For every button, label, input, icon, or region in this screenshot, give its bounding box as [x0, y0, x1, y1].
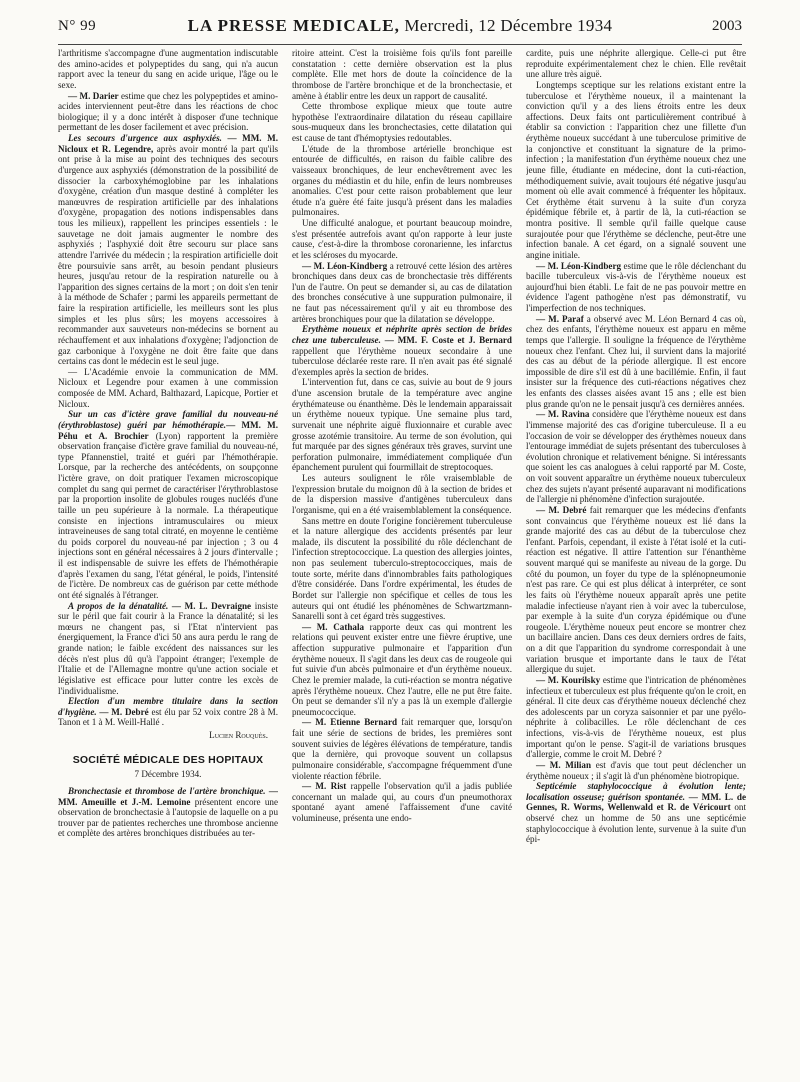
section-title: Erythème noueux et néphrite après section de brides chez une tuberculeuse. — [292, 324, 512, 345]
paragraph — [58, 696, 278, 728]
paragraph: L'intervention fut, dans ce cas, suivie au bout de 9 jours d'une ascension brutale de la température avec angine érythémateuse ou énanthème. Dès le lendemain apparaissait un érythème noueux typique. Une semaine plus tard, survenait une néphrite aiguë fluxionnaire et curable avec grosse azotémie transitoire. Au terme de son évolution, qui fut marquée par des signes généraux très graves, survint une perforation pulmonaire, immédiatement compliquée d'un épanchement purulent qui fourmillait de streptocoques. — [292, 377, 512, 473]
speaker: — MM. M. Nicloux et R. Legendre, — [58, 133, 278, 154]
speaker: — M. Léon-Kindberg — [302, 260, 388, 271]
paragraph-text: après avoir montré la part qu'ils ont prise à la mise au point des techniques des secours d'urgence aux asphyxiés (démonstration de la possibilité de dissocier la carboxyhémoglobine par les inhalations d'oxygène, création d'un masque destiné à compléter les manœuvres de respiration artificielle par des inhalations d'oxygène, propagation des notions indispensables dans tous les milieux), rappellent les principes essentiels : le sauvetage ne doit jamais augmenter le nombre des asphyxiés ; l'asphyxié doit être secouru sur place sans attendre l'arrivée du médecin ; la respiration artificielle doit être poursuivie sans arrêt, au besoin pendant plusieurs heures, jusqu'au retour de la respiration naturelle ou à l'apparition des signes certains de la mort ; on doit s'en tenir à la méthode de Schafer ; parmi les appareils permettant de faire la respiration artificielle, les meilleurs sont les plus simples et les plus sûrs; les moyens accessoires à recommander aux sauveteurs non-médecins se bornent au réchauffement et aux inhalations d'oxygène; l'adjonction de gaz carbonique à l'oxygène ne doit être faite que dans certains cas dont le médecin est le seul juge. — [58, 143, 278, 367]
section-title: Election d'un membre titulaire dans la section d'hygiène. — [58, 696, 278, 717]
paragraph-text: insiste sur le péril que fait courir à la France la dénatalité; si les mœurs ne changent pas, si l'Etat n'intervient pas énergiquement, la France d'ici 50 ans aura perdu le rang de grande nation; le faible excédent des naissances sur les décès n'est plus dû qu'à l'appoint étranger; l'exemple de l'Italie et de l'Allemagne montre qu'une action sociale et législative est efficace pour lutter contre les excès de l'individualisme. — [58, 600, 278, 696]
paragraph-text: a retrouvé cette lésion des artères bronchiques dans deux cas de bronchectasie très différents l'un de l'autre. On peut se demander si, au cas de dilatation des bronches consécutive à une suppuration pulmonaire, il ne faut pas nécessairement qu'il y ait eu thrombose des artères bronchiques pour que la dilatation se développe. — [292, 260, 512, 324]
column-3 — [526, 48, 746, 1074]
paragraph — [526, 505, 746, 675]
speaker: — M. Debré — [536, 504, 587, 515]
text-columns — [58, 48, 746, 1074]
paragraph-text: rapporte deux cas qui montrent les relations qui peuvent exister entre une fièvre éruptive, une affection suppurative pulmonaire et l'apparition d'un érythème noueux. Il s'agit dans les deux cas de rougeole qui fut suivie d'un abcès pulmonaire et d'un érythème noueux. Chez le premier malade, la cuti-réaction se montra négative après l'érythème noueux. Chez l'autre, elle ne put être faite. On peut se demander s'il n'y a pas là un exemple d'allergie pneumococcique. — [292, 621, 512, 717]
paragraph: Une difficulté analogue, et pourtant beaucoup moindre, s'est présentée autrefois avant qu'on rapporte à leur juste cause, c'est-à-dire la thrombose coronarienne, les infarctus et les scléroses du myocarde. — [292, 218, 512, 260]
speaker: — M. Kourilsky — [536, 674, 601, 685]
paragraph-text: (Lyon) rapportent la première observation française d'ictère grave familial du nouveau-né, type Pfannenstiel, traité et guéri par l'hémothérapie. Lorsque, par la recherche des antécédents, on soupçonne l'ictère grave, on doit pratiquer l'examen microscopique complet du sang qui permet de caractériser l'érythroblastose par la proportion insolite de globules rouges nucléés d'une taille un peu supérieure à la normale. La thérapeutique consiste en injections intramusculaires ou mieux intraveineuses de sang total citraté, en moyenne le centième du poids corporel du nouveau-né par injection ; 3 ou 4 injections sont en général nécessaires à 2 jours d'intervalle ; il est indispensable de suivre les effets de l'hémothérapie d'après l'examen du sang, l'état général, le poids, l'intensité de l'ictère. De nombreux cas de guérison par cette méthode ont été signalés à l'étranger. — [58, 430, 278, 600]
paragraph-text: estime que l'intrication de phénomènes infectieux et tuberculeux est plus fréquente qu'on le croit, en général. Il cite deux cas d'érythème noueux déclenché chez des adolescents par un coryza saisonnier et par une pyélo-néphrite à colibacilles. Le rôle déclenchant de ces infections, vis-à-vis de l'érythème noueux, est plus important qu'on le pense. S'agit-il de variations brusques d'allergie, comme le croit M. Debré ? — [526, 674, 746, 760]
paragraph: — L'Académie envoie la communication de MM. Nicloux et Legendre pour examen à une commission composée de MM. Achard, Balthazard, Lapicque, Portier et Nicloux. — [58, 366, 278, 409]
paragraph-text: est élu par 52 voix contre 28 à M. Tanon et 1 à M. Weill-Hallé . — [58, 706, 278, 728]
paragraph: Les auteurs soulignent le rôle vraisemblable de l'expression brutale du moignon dû à la section de brides et de la dispersion massive d'antigènes tuberculeux dans l'organisme, qui en a été vraisemblablement la conséquence. — [292, 473, 512, 515]
page-header — [58, 16, 742, 40]
header-rule — [58, 44, 742, 45]
masthead — [58, 16, 742, 36]
paragraph: cardite, puis une néphrite allergique. Celle-ci put être reproduite expérimentalement chez le chien. Elle revêtait une allure très aiguë. — [526, 48, 746, 80]
speaker: — M. Etienne Bernard — [302, 717, 398, 728]
column-2 — [292, 48, 512, 1074]
paragraph-text: est d'avis que tout peut déclencher un érythème noueux ; il s'agit là d'un phénomène biotropique. — [526, 759, 746, 781]
page-number: 2003 — [712, 18, 742, 34]
section-title: Bronchectasie et thrombose de l'artère bronchique. — [68, 785, 266, 796]
paragraph — [292, 781, 512, 824]
paragraph-text: ont observé chez un homme de 50 ans une septicémie staphylococcique à évolution lente, survenue à la suite d'un épi- — [526, 802, 746, 845]
speaker: — M. Rist — [302, 781, 347, 792]
paragraph-text: fait remarquer que les médecins d'enfants sont convaincus que l'érythème noueux est lié dans la grande majorité des cas au début de la tuberculose chez l'enfant. Parfois, cependant, il existe à l'état isolé et la cuti-réaction est négative. Il attire l'attention sur l'énanthème souvent marqué qui se manifeste au niveau de la gorge. Du côté du poumon, un foyer du type de la splénopneumonie n'est pas rare. Ce qui est plus délicat à interpréter, ce sont les faits où l'érythème noueux apparaît après une petite maladie infectieuse n'ayant rien à voir avec la tuberculose, par exemple à la suite d'un coryza épidémique ou d'une rougeole. L'érythème noueux peut encore se montrer chez un bacillaire ancien. Dans ces deux derniers ordres de faits, on a dit que l'apparition du syndrome correspondait à une variation brusque et importante dans le taux de l'état allergique du sujet. — [526, 504, 746, 675]
speaker: — MM. F. Coste et J. Bernard — [380, 334, 512, 345]
speaker: — M. Darier — [68, 90, 119, 101]
paragraph-text: rappellent que l'érythème noueux secondaire à une tuberculose déclarée reste rare. Il n'en avait pas été signalé d'exemples après la section de brides. — [292, 345, 512, 377]
paragraph-text: estime que le rôle déclenchant du bacille tuberculeux vis-à-vis de l'érythème noueux est aujourd'hui bien établi. Le fait de ne pas pouvoir mettre en évidence l'agent pathogène n'est pas démonstratif, vu l'imperfection de nos techniques. — [526, 260, 746, 313]
speaker: — M. L. Devraigne — [168, 600, 252, 611]
paragraph — [526, 760, 746, 781]
paragraph: Sans mettre en doute l'origine foncièrement tuberculeuse et la nature allergique des accidents présentés par leur malade, ils discutent la possibilité du rôle déclenchant de l'infection streptococcique. La question des allergies jointes, non pas seulement tuberculo-streptococciques, mais de toute sorte, mérite dans d'innombrables faits pathologiques d'être considérée. Dans l'ordre expérimental, les études de Bordet sur l'allergie non spécifique et celles de tous les auteurs qui ont étudié les phénomènes de Schwartzmann-Sanarelli sont à cet égard très suggestives. — [292, 515, 512, 622]
paragraph — [526, 261, 746, 314]
paragraph — [526, 314, 746, 410]
paragraph: L'étude de la thrombose artérielle bronchique est entourée de difficultés, en raison du faible calibre des vaisseaux bronchiques, de leur enchevêtrement avec les organes du médiastin et du hile, enfin de leurs nombreuses anomalies. C'est pour cette raison probablement que leur étude n'a guère été faite jusqu'à présent dans les maladies pulmonaires. — [292, 143, 512, 218]
paragraph-text: rappelle l'observation qu'il a jadis publiée concernant un malade qui, au cours d'un pneumothorax spontané ayant amené l'affaissement d'une cavité volumineuse, présenta une endo- — [292, 781, 512, 823]
paragraph — [58, 91, 278, 134]
paragraph — [58, 601, 278, 697]
journal-name: LA PRESSE MEDICALE, — [187, 16, 400, 35]
speaker: — MM. L. de Gennes, R. Worms, Wellenwald et R. de Véricourt — [526, 791, 746, 813]
society-heading: SOCIÉTÉ MÉDICALE DES HOPITAUX — [72, 753, 264, 766]
paragraph — [292, 324, 512, 377]
speaker: — M. Ravina — [536, 409, 590, 420]
paragraph — [58, 409, 278, 600]
section-title: Septicémie staphylococcique à évolution lente; localisation osseuse; guérison spontanée. — [526, 781, 746, 802]
column-1 — [58, 48, 278, 1074]
issue-date: Mercredi, 12 Décembre 1934 — [404, 16, 613, 35]
speaker: — M. Debré — [96, 706, 149, 717]
issue-number: N° 99 — [58, 18, 97, 34]
paragraph: Longtemps sceptique sur les relations existant entre la tuberculose et l'érythème noueux, il a maintenant la conviction qu'il y a des liens étroits entre les deux affections. Deux faits ont particulièrement contribué à établir sa conviction : l'apparition chez une fillette d'un érythème noueux succédant à une tuberculose primitive de la conjonctive et constituant la signature de la primo-infection ; la manifestation d'un érythème noueux chez une jeune fille, étudiante en médecine, dont la cuti-réaction, méthodiquement suivie, avait toujours été négative jusqu'au moment où elle avait commencé à fréquenter les hôpitaux. Cet érythème était survenu à la suite d'un coryza épidémique fébrile et, à partir de là, la cuti-réaction se montra positive. Il semble qu'il faille quelque cause surajoutée pour que l'érythème se déclenche, peut-être une infection banale. A cet égard, on a signalé souvent une angine initiale. — [526, 79, 746, 260]
paragraph — [526, 781, 746, 845]
session-date: 7 Décembre 1934. — [134, 769, 202, 780]
speaker: — M. Paraf — [536, 313, 584, 324]
speaker: — M. Cathala — [302, 621, 365, 632]
paragraph: ritoire atteint. C'est la troisième fois qu'ils font pareille constatation : cette dernière observation est la plus complète. Elle met hors de doute la coïncidence de la thrombose de l'artère bronchique et de la bronchectasie, et amène à établir entre les deux un rapport de causalité. — [292, 48, 512, 101]
speaker: — MM. M. Péhu et A. Brochier — [58, 419, 278, 441]
speaker: — M. Léon-Kindberg — [536, 260, 622, 271]
paragraph — [292, 622, 512, 718]
paragraph — [292, 717, 512, 781]
speaker: — M. Milian — [536, 759, 592, 770]
paragraph: l'arthritisme s'accompagne d'une augmentation indiscutable des amino-acides et polypeptides du sang, qui n'a aucun rapport avec la teneur du sang en acide urique, l'âge ou le sexe. — [58, 48, 278, 90]
section-title: Les secours d'urgence aux asphyxiés. — [68, 133, 222, 143]
paragraph: Cette thrombose explique mieux que toute autre hypothèse l'extraordinaire dilatation du réseau capillaire sous-muqueux dans les bronchectasies, cette dilatation qui est cause de tant d'hémoptysies redoutables. — [292, 101, 512, 143]
paragraph-text: estime que chez les polypeptides et amino-acides interviennent peut-être dans les réactions de choc biologique; il y a donc intérêt à disposer d'une technique permettant de les doser facilement et avec précision. — [58, 90, 278, 133]
speaker: — MM. Ameuille et J.-M. Lemoine — [58, 785, 278, 807]
paragraph-text: considère que l'érythème noueux est dans l'immense majorité des cas d'origine tuberculeuse. Il a eu l'occasion de voir se développer des érythèmes noueux dans l'entourage immédiat de sujets présentant des tuberculoses à évolution chronique et relativement bénigne. Si intéressants que soient les cas analogues à celui rapporté par M. Coste, on voit souvent apparaître un érythème noueux tuberculeux chez des sujets n'ayant présenté auparavant ni modifications de l'allergie ni phénomène d'infection surajoutée. — [526, 409, 746, 505]
paragraph — [526, 409, 746, 505]
author-signature: Lucien Rouquès. — [209, 730, 268, 740]
paragraph — [58, 786, 278, 839]
paragraph-text: présentent encore une observation de bronchectasie à l'autopsie de laquelle on a pu trouver par de patientes recherches une thrombose ancienne et complète des artères bronchiques distribuées au ter- — [58, 796, 278, 839]
section-title: A propos de la dénatalité. — [68, 600, 169, 611]
section-title: Sur un cas d'ictère grave familial du nouveau-né (érythroblastose) guéri par hémothérapie. — [58, 409, 278, 430]
paragraph — [292, 261, 512, 325]
paragraph — [526, 675, 746, 760]
paragraph-text: a observé avec M. Léon Bernard 4 cas où, chez des enfants, l'érythème noueux est apparu en même temps que l'allergie. Il souligne la fréquence de l'érythème noueux chez l'enfant. Chez lui, il survient dans la majorité des cas au début de la période allergique. Il est encore impossible de dire s'il est dû à une bacillémie. Enfin, il faut insister sur la fréquence des cuti-réactions négatives chez les enfants des classes aisées avant 15 ans ; elle est bien plus grande qu'on ne le pensait jusqu'à ces dernières années. — [526, 313, 746, 409]
paragraph-text: fait remarquer que, lorsqu'on fait une série de sections de brides, les premières sont souvent suivies de légères élévations de température, tandis que la dernière, qui provoque souvent un collapsus pulmonaire considérable, s'accompagne fréquemment d'une violente réaction fébrile. — [292, 717, 512, 781]
paragraph — [58, 133, 278, 367]
